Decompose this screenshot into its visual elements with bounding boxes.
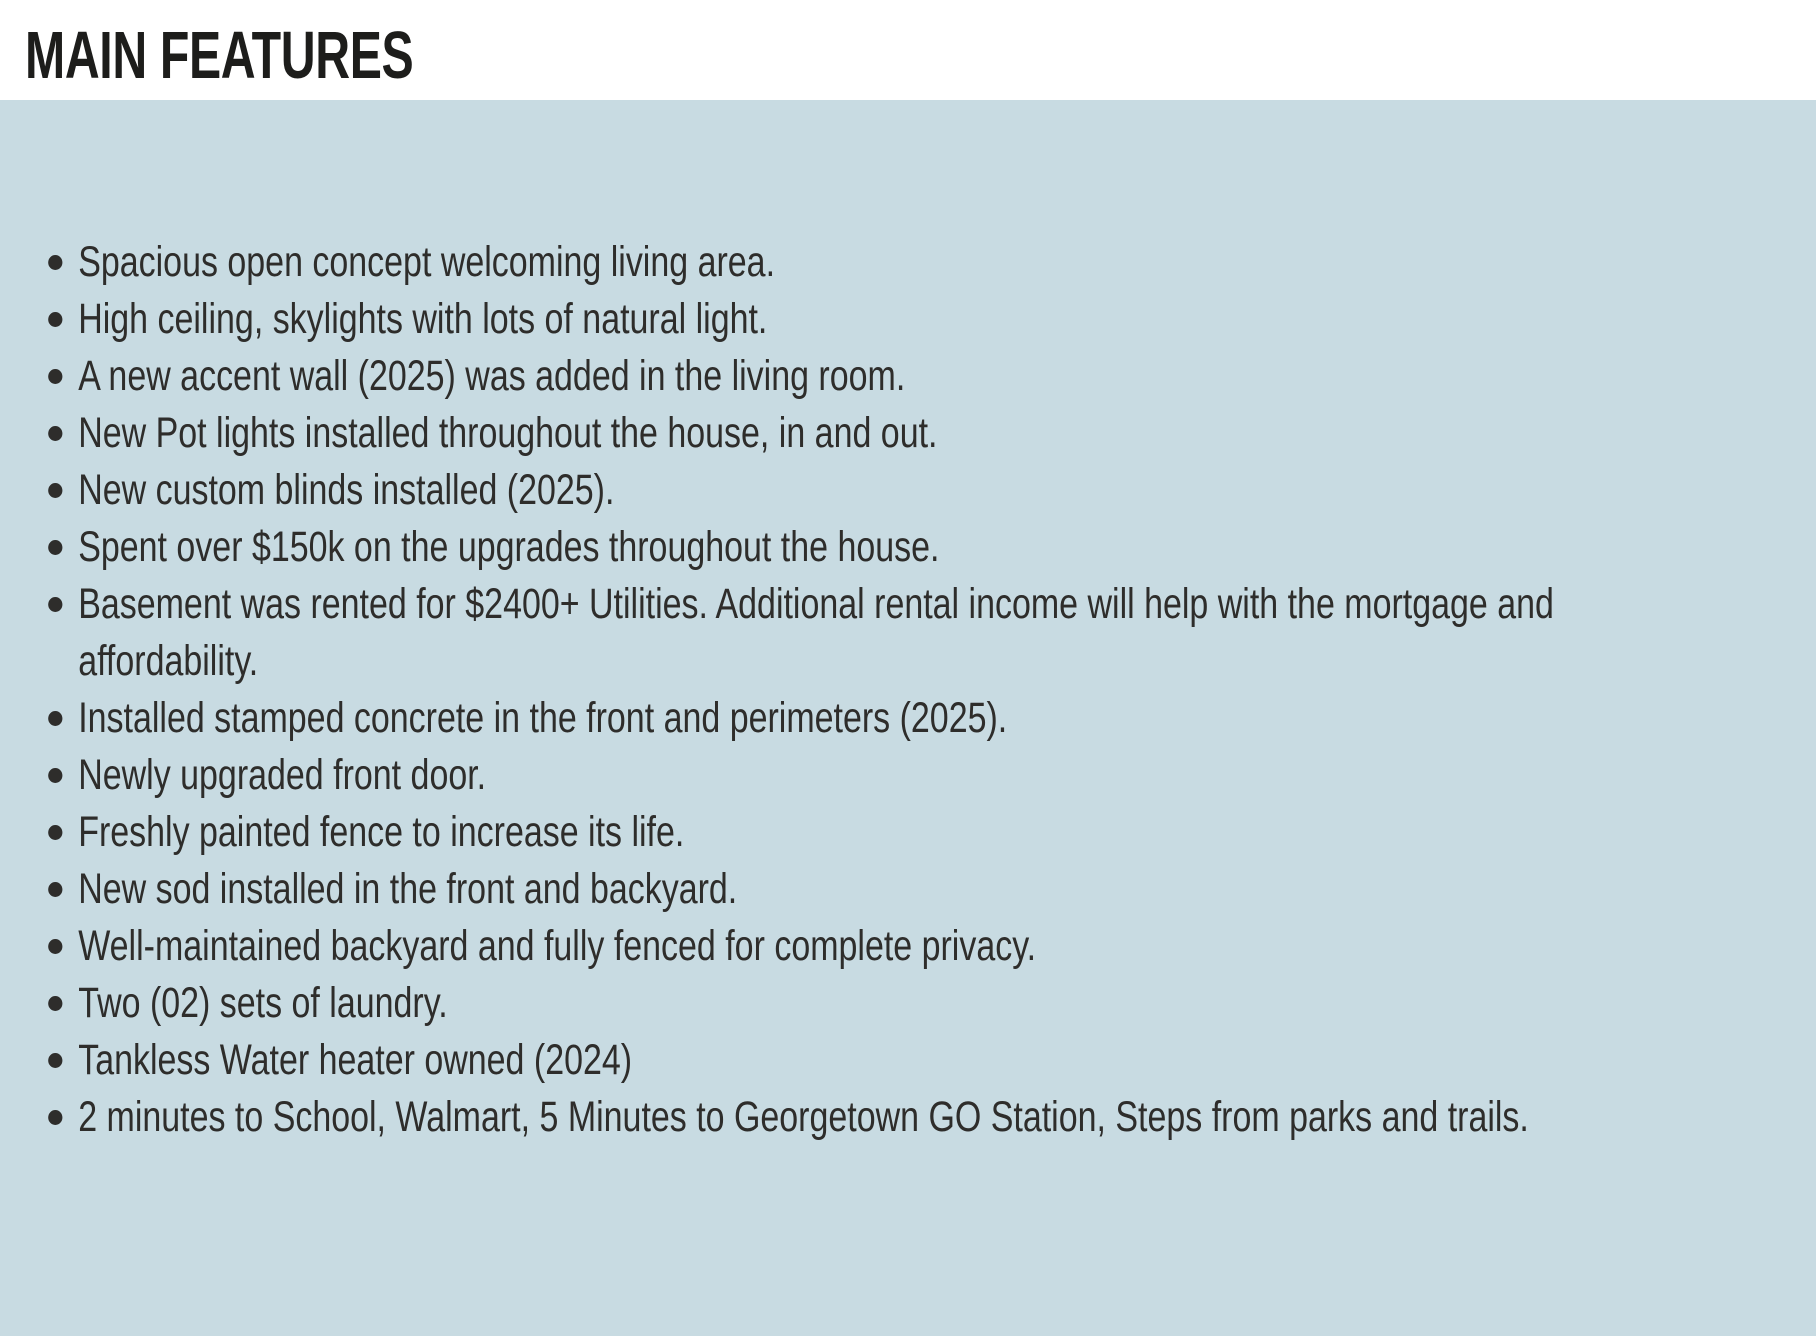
feature-item-text: Basement was rented for $2400+ Utilities. Additional rental income will help with the mortgage and affordability. xyxy=(78,580,1554,685)
feature-item xyxy=(78,576,1560,690)
feature-item-text: Freshly painted fence to increase its life. xyxy=(78,808,685,856)
feature-item xyxy=(78,234,1560,291)
bullet-icon xyxy=(48,882,62,897)
bullet-icon xyxy=(48,768,62,783)
feature-item-text: Newly upgraded front door. xyxy=(78,751,487,799)
features-list xyxy=(0,100,1560,1146)
feature-item-text: Installed stamped concrete in the front and perimeters (2025). xyxy=(78,694,1008,742)
features-panel xyxy=(0,100,1816,1336)
bullet-icon xyxy=(48,540,62,555)
main-features-header xyxy=(0,0,1816,100)
feature-item xyxy=(78,519,1560,576)
feature-item-text: Well-maintained backyard and fully fenced for complete privacy. xyxy=(78,922,1037,970)
feature-item xyxy=(78,975,1560,1032)
bullet-icon xyxy=(48,483,62,498)
feature-item xyxy=(78,405,1560,462)
bullet-icon xyxy=(48,825,62,840)
feature-item xyxy=(78,690,1560,747)
feature-item xyxy=(78,462,1560,519)
bullet-icon xyxy=(48,255,62,270)
feature-item xyxy=(78,918,1560,975)
feature-item-text: New Pot lights installed throughout the house, in and out. xyxy=(78,409,938,457)
bullet-icon xyxy=(48,426,62,441)
bullet-icon xyxy=(48,939,62,954)
feature-item-text: Two (02) sets of laundry. xyxy=(78,979,448,1027)
feature-item-text: Spacious open concept welcoming living area. xyxy=(78,238,776,286)
feature-item xyxy=(78,804,1560,861)
feature-item xyxy=(78,348,1560,405)
feature-item xyxy=(78,747,1560,804)
feature-item xyxy=(78,1032,1560,1089)
feature-item-text: 2 minutes to School, Walmart, 5 Minutes to Georgetown GO Station, Steps from parks and trails. xyxy=(78,1093,1529,1141)
feature-item xyxy=(78,1089,1560,1146)
bullet-icon xyxy=(48,711,62,726)
page-title: MAIN FEATURES xyxy=(25,17,414,93)
feature-item-text: High ceiling, skylights with lots of natural light. xyxy=(78,295,768,343)
feature-item-text: Spent over $150k on the upgrades throughout the house. xyxy=(78,523,940,571)
bullet-icon xyxy=(48,996,62,1011)
bullet-icon xyxy=(48,1053,62,1068)
bullet-icon xyxy=(48,597,62,612)
bullet-icon xyxy=(48,369,62,384)
bullet-icon xyxy=(48,312,62,327)
feature-item-text: Tankless Water heater owned (2024) xyxy=(78,1036,633,1084)
bullet-icon xyxy=(48,1110,62,1125)
feature-item xyxy=(78,291,1560,348)
feature-item xyxy=(78,861,1560,918)
feature-item-text: New sod installed in the front and backyard. xyxy=(78,865,738,913)
feature-item-text: A new accent wall (2025) was added in the living room. xyxy=(78,352,906,400)
feature-item-text: New custom blinds installed (2025). xyxy=(78,466,615,514)
features-panel-inner xyxy=(0,100,1815,1146)
